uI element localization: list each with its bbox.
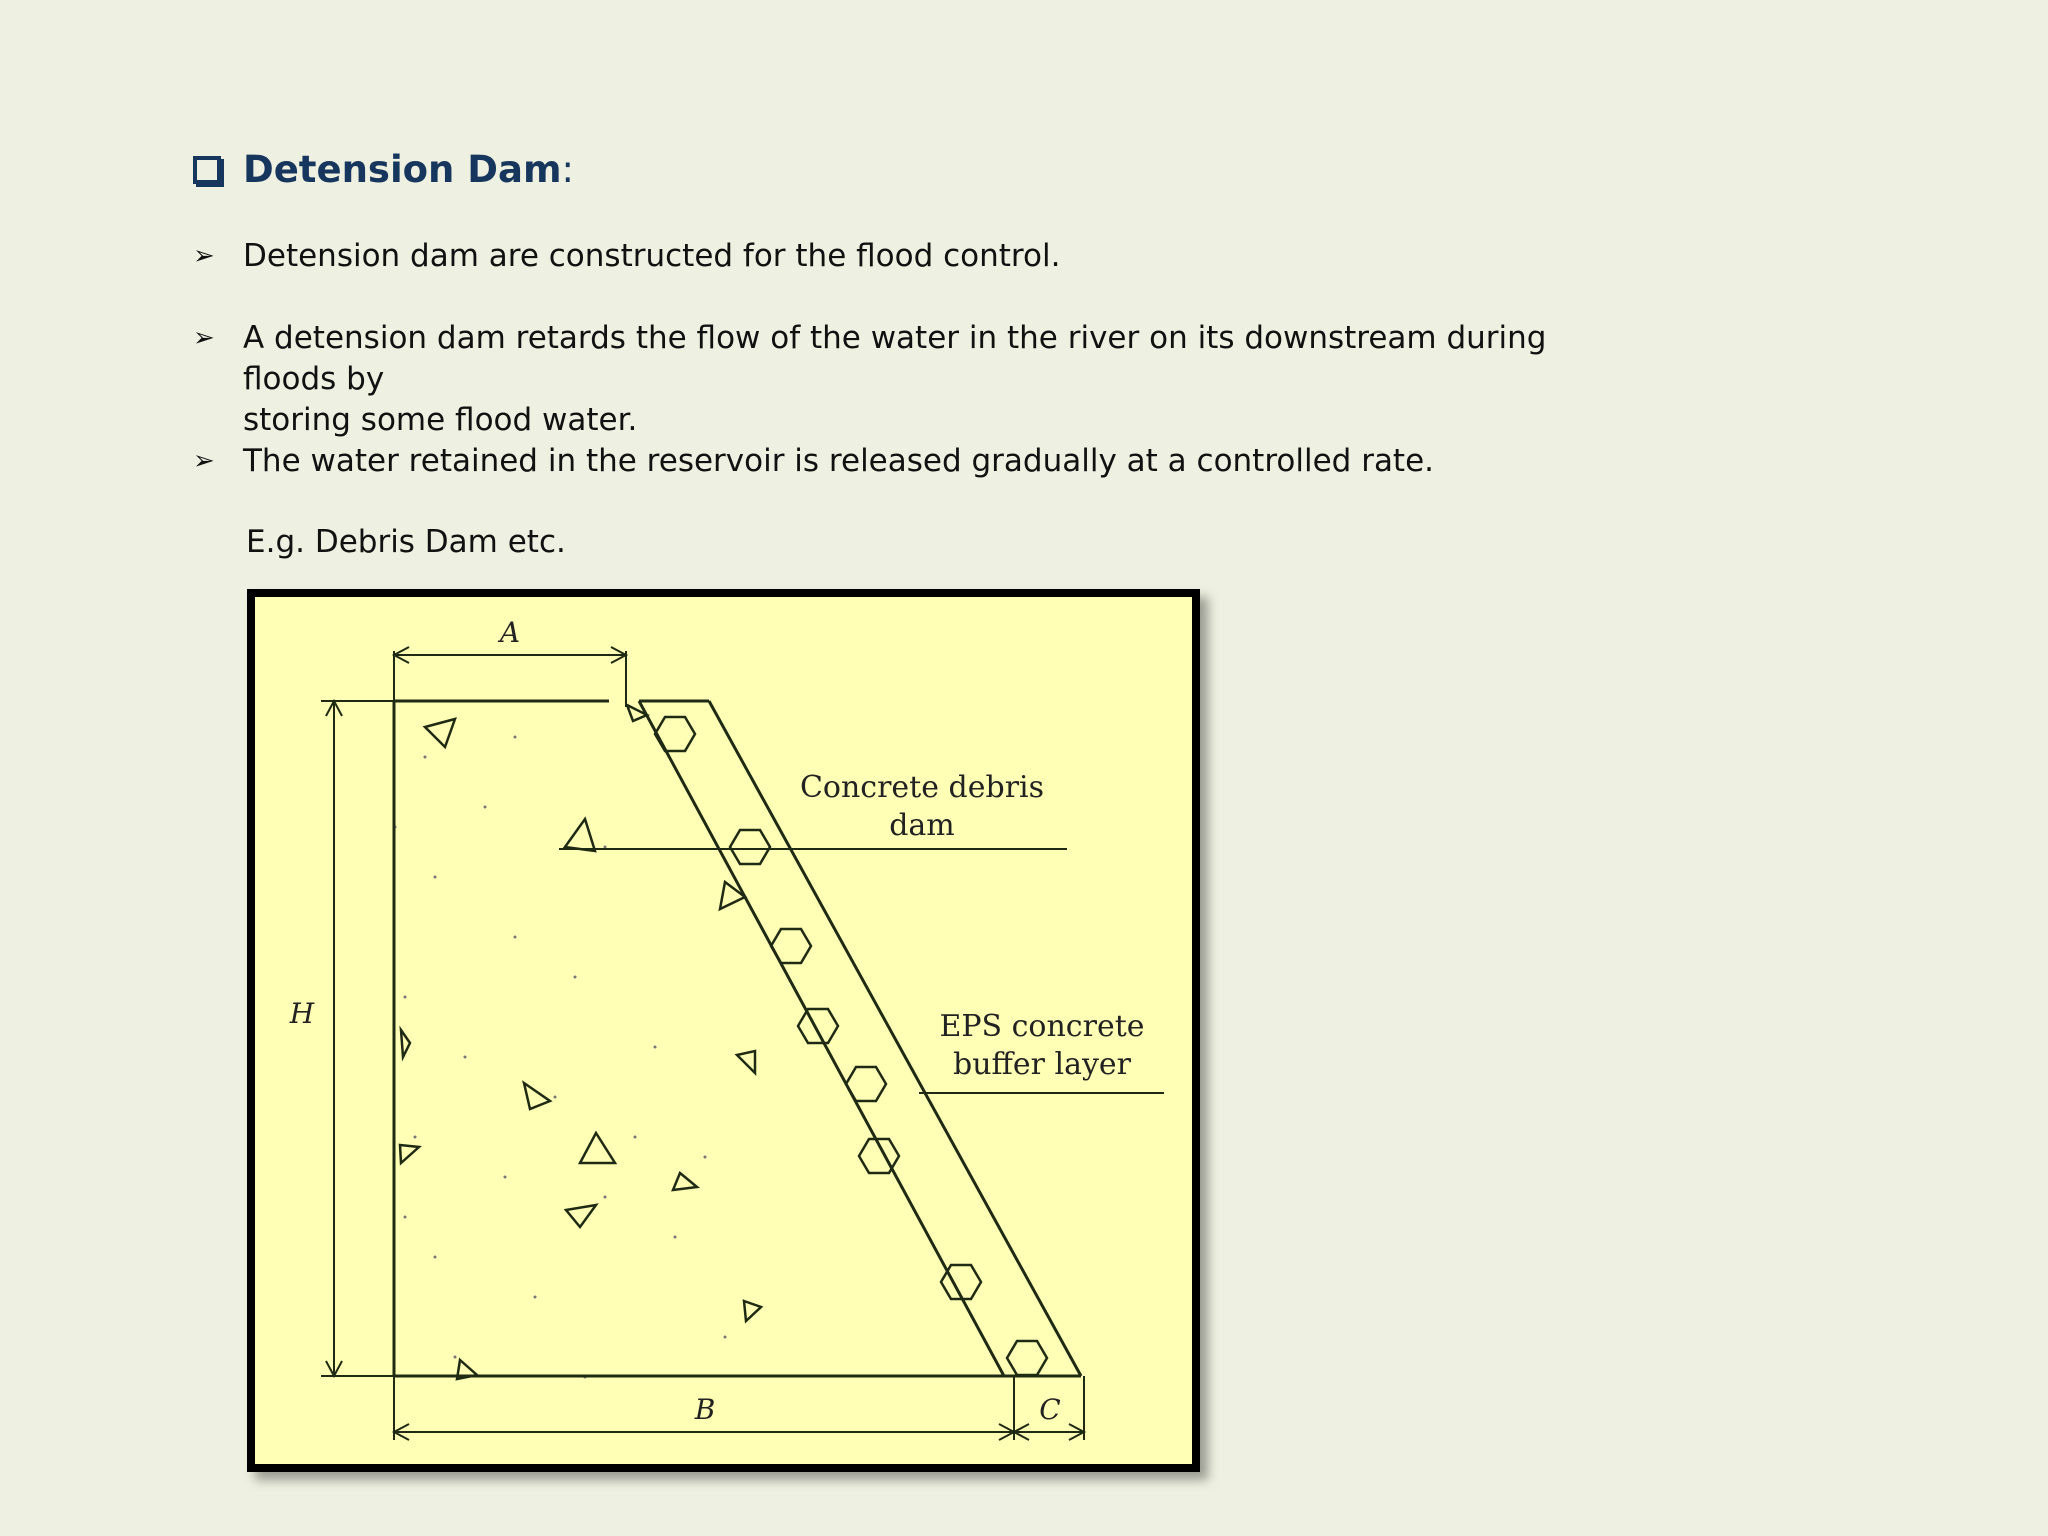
dimension-a-label: A [499,616,521,649]
slide-title [193,148,574,191]
dimension-h-label: H [289,997,315,1030]
bullet-text: The water retained in the reservoir is released gradually at a controlled rate. [243,443,1435,479]
concrete-dam-label-line2: dam [889,808,955,843]
title-text: Detension Dam [243,148,562,191]
concrete-dots [394,736,727,1379]
eps-layer-label-line2: buffer layer [953,1047,1131,1082]
arrow-bullet-icon: ➢ [193,323,215,353]
eps-layer-label-line1: EPS concrete [939,1009,1145,1044]
dam-diagram [255,597,1192,1464]
example-text: E.g. Debris Dam etc. [246,524,566,560]
dimension-b-label: B [694,1393,716,1426]
bullet-text: Detension dam are constructed for the flood control. [243,238,1061,274]
arrow-bullet-icon: ➢ [193,241,215,271]
arrow-bullet-icon: ➢ [193,446,215,476]
aggregate-triangles [400,705,761,1379]
bullet-item [193,318,1623,441]
dam-figure [247,589,1200,1472]
dimension-c-label: C [1039,1393,1061,1426]
concrete-dam-label-line1: Concrete debris [799,770,1045,805]
bullet-line: A detension dam retards the flow of the water in the river on its downstream during floods by [243,320,1547,397]
bullet-item [193,236,1623,277]
bullet-line: storing some flood water. [243,402,638,438]
bullet-item [193,441,1623,482]
bullet-text [243,318,1623,441]
title-colon: : [561,148,574,191]
buffer-hexagons [655,717,1047,1375]
checkbox-icon [193,156,221,184]
